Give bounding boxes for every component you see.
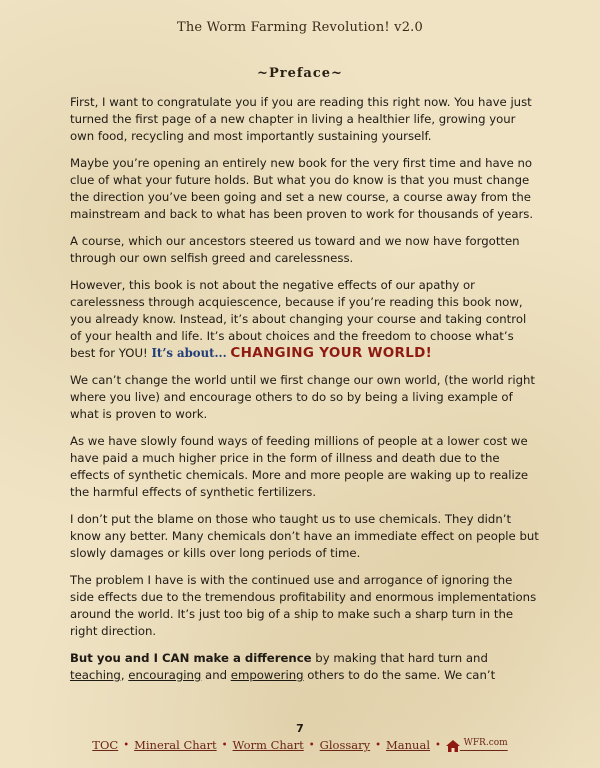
page-number: 7 — [296, 722, 304, 735]
paragraph: We can’t change the world until we first change our own world, (the world right where you live) and encourage others to do so by being a living example of what is proven to work. — [70, 373, 535, 421]
home-icon — [446, 740, 460, 752]
underlined-word-teaching: teaching — [70, 668, 121, 682]
footer-nav — [0, 738, 600, 752]
paragraph: But you and I CAN make a difference by making that hard turn and teaching, encouraging and empowering others to do the same. We can’t — [70, 651, 496, 682]
separator: • — [221, 739, 228, 751]
paragraph: Maybe you’re opening an entirely new book for the very first time and have no clue of what your future holds. But what you do know is that you must change the direction you’ve been going and set a new course, a course away from the mainstream and back to what has been proven to work for thousands of years. — [70, 156, 534, 221]
footer-link-mineral-chart[interactable]: Mineral Chart — [134, 738, 217, 752]
separator: • — [375, 739, 382, 751]
paragraph: First, I want to congratulate you if you are reading this right now. You have just turned the first page of a new chapter in living a healthier life, growing your own food, recycling and most importantly sustaining yourself. — [70, 95, 532, 143]
footer-link-worm-chart[interactable]: Worm Chart — [232, 738, 304, 752]
paragraph: As we have slowly found ways of feeding millions of people at a lower cost we have paid a much higher price in the form of illness and death due to the effects of synthetic chemicals. More and more people are waking up to realize the harmful effects of synthetic fertilizers. — [70, 434, 529, 499]
footer-link-home[interactable] — [446, 738, 508, 752]
separator: • — [308, 739, 315, 751]
paragraph-text: others to do the same. We can’t — [307, 668, 496, 682]
separator: • — [435, 739, 441, 751]
paragraph: I don’t put the blame on those who taught us to use chemicals. They didn’t know any better. Many chemicals don’t have an immediate effect on people but slowly damages or kills over long periods of time. — [70, 512, 539, 560]
underlined-word-encouraging: encouraging — [128, 668, 202, 682]
paragraph-text: However, this book is not about the negative effects of our apathy or carelessness through acquiescence, because if you’re reading this book now, you already know. Instead, it’s about changing your course and taking control of your health and life. It’s about choices and the freedom to choose what’s best for YOU! — [70, 278, 527, 360]
footer-link-toc[interactable]: TOC — [92, 738, 119, 752]
separator: • — [123, 739, 130, 751]
bold-text: But you and I CAN make a difference — [70, 651, 312, 665]
section-title: ~Preface~ — [257, 66, 343, 81]
footer-link-manual[interactable]: Manual — [386, 738, 430, 752]
footer-link-glossary[interactable]: Glossary — [319, 738, 371, 752]
emphasis-blue: It’s about... — [151, 346, 227, 360]
underlined-word-empowering: empowering — [230, 668, 304, 682]
home-link-label: WFR.com — [463, 738, 508, 748]
book-header: The Worm Farming Revolution! v2.0 — [176, 20, 423, 35]
page-body — [70, 94, 540, 694]
paragraph: A course, which our ancestors steered us toward and we now have forgotten through our own selfish greed and carelessness. — [70, 234, 520, 265]
paragraph — [70, 277, 540, 362]
paragraph-text: and — [205, 668, 228, 682]
paragraph-text: by making that hard turn and — [315, 651, 488, 665]
paragraph: The problem I have is with the continued use and arrogance of ignoring the side effects due to the tremendous profitability and enormous implementations around the world. It’s just too big of a ship to make such a sharp turn in the right direction. — [70, 573, 537, 638]
emphasis-red: CHANGING YOUR WORLD! — [230, 345, 433, 361]
